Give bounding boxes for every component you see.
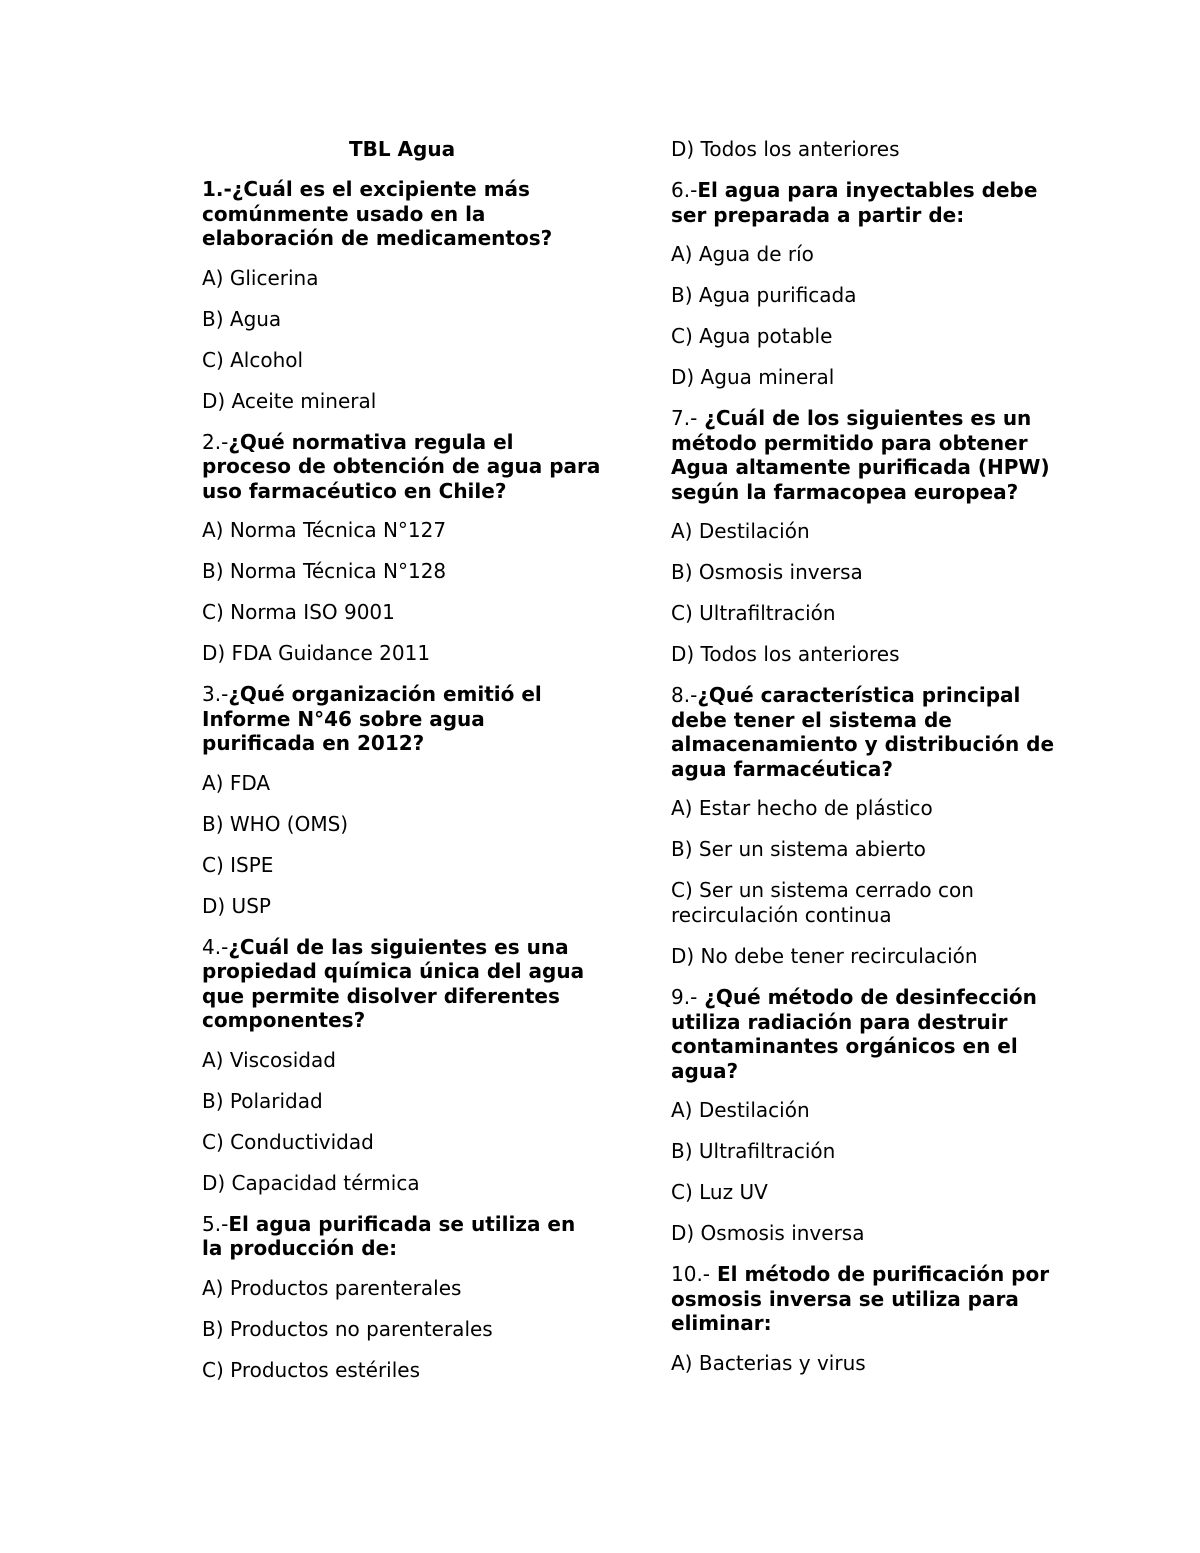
answer-option: A) FDA	[202, 770, 271, 795]
right-column	[671, 137, 1061, 1392]
question-9	[671, 985, 1061, 1083]
answer-option: C) Luz UV	[671, 1180, 768, 1204]
question-4	[202, 935, 602, 1033]
answer-option: A) Estar hecho de plástico	[671, 796, 933, 820]
answer-option: B) Ultrafiltración	[671, 1139, 836, 1163]
question-text: ¿Qué organización emitió el Informe N°46 sobre agua purificada en 2012?	[202, 682, 542, 755]
answer-option: B) Ser un sistema abierto	[671, 837, 926, 861]
answer-option: B) Polaridad	[202, 1088, 323, 1113]
answer-option: A) Agua de río	[671, 242, 814, 266]
answer-option: B) Productos no parenterales	[202, 1316, 493, 1341]
question-number: 9.-	[671, 985, 698, 1009]
question-text: ¿Cuál es el excipiente más comúnmente usado en la elaboración de medicamentos?	[202, 177, 553, 250]
answer-option: D) Aceite mineral	[202, 388, 377, 413]
answer-option: C) Agua potable	[671, 324, 833, 348]
answer-option: D) Todos los anteriores	[671, 137, 900, 161]
question-text: ¿Cuál de los siguientes es un método permitido para obtener Agua altamente purificada (HPW) según la farmacopea europea?	[671, 406, 1050, 504]
question-number: 1.-	[202, 177, 232, 201]
answer-option: B) WHO (OMS)	[202, 811, 349, 836]
answer-option: A) Destilación	[671, 1098, 810, 1122]
answer-option: D) Agua mineral	[671, 365, 835, 389]
answer-option: B) Osmosis inversa	[671, 560, 863, 584]
answer-option: B) Norma Técnica N°128	[202, 559, 447, 583]
question-text: ¿Qué característica principal debe tener el sistema de almacenamiento y distribución de agua farmacéutica?	[671, 683, 1055, 781]
question-1	[202, 177, 602, 251]
answer-option: C) Alcohol	[202, 347, 304, 372]
left-column	[202, 137, 602, 1399]
answer-option: D) Osmosis inversa	[671, 1221, 865, 1245]
answer-option: D) USP	[202, 893, 271, 918]
answer-option: D) No debe tener recirculación	[671, 944, 978, 968]
answer-option: C) ISPE	[202, 852, 274, 877]
question-10	[671, 1262, 1061, 1336]
question-text: El agua para inyectables debe ser preparada a partir de:	[671, 178, 1038, 227]
question-number: 8.-	[671, 683, 698, 707]
answer-option: A) Destilación	[671, 519, 810, 543]
answer-option: C) Ser un sistema cerrado con recirculación continua	[671, 878, 974, 927]
question-2	[202, 430, 602, 504]
answer-option: A) Viscosidad	[202, 1047, 336, 1072]
question-text: ¿Cuál de las siguientes es una propiedad química única del agua que permite disolver diferentes componentes?	[202, 934, 585, 1032]
answer-option: D) Todos los anteriores	[671, 642, 900, 666]
question-number: 3.-	[202, 682, 229, 706]
answer-option: C) Norma ISO 9001	[202, 600, 395, 624]
answer-option: D) Capacidad térmica	[202, 1170, 420, 1195]
answer-option: A) Glicerina	[202, 265, 319, 290]
question-6	[671, 178, 1061, 227]
answer-option: D) FDA Guidance 2011	[202, 641, 431, 665]
question-number: 7.-	[671, 406, 698, 430]
question-7	[671, 406, 1061, 504]
question-number: 2.-	[202, 429, 229, 454]
question-3	[202, 682, 602, 756]
question-5	[202, 1212, 602, 1261]
answer-option: A) Norma Técnica N°127	[202, 518, 447, 542]
answer-option: B) Agua purificada	[671, 283, 857, 307]
question-text: El agua purificada se utiliza en la producción de:	[202, 1211, 576, 1260]
answer-option: C) Ultrafiltración	[671, 601, 836, 625]
answer-option: A) Bacterias y virus	[671, 1350, 866, 1375]
answer-option: B) Agua	[202, 306, 282, 331]
document-title: TBL Agua	[348, 137, 456, 161]
answer-option: A) Productos parenterales	[202, 1275, 462, 1300]
answer-option: C) Conductividad	[202, 1129, 374, 1154]
question-number: 6.-	[671, 178, 698, 202]
question-number: 4.-	[202, 934, 229, 959]
question-text: ¿Qué método de desinfección utiliza radiación para destruir contaminantes orgánicos en el agua?	[671, 985, 1037, 1083]
question-text: El método de purificación por osmosis inversa se utiliza para eliminar:	[671, 1262, 1050, 1335]
question-8	[671, 683, 1061, 781]
question-number: 10.-	[671, 1262, 711, 1286]
answer-option: C) Productos estériles	[202, 1357, 421, 1382]
question-text: ¿Qué normativa regula el proceso de obtención de agua para uso farmacéutico en Chile?	[202, 429, 601, 503]
question-number: 5.-	[202, 1211, 229, 1236]
